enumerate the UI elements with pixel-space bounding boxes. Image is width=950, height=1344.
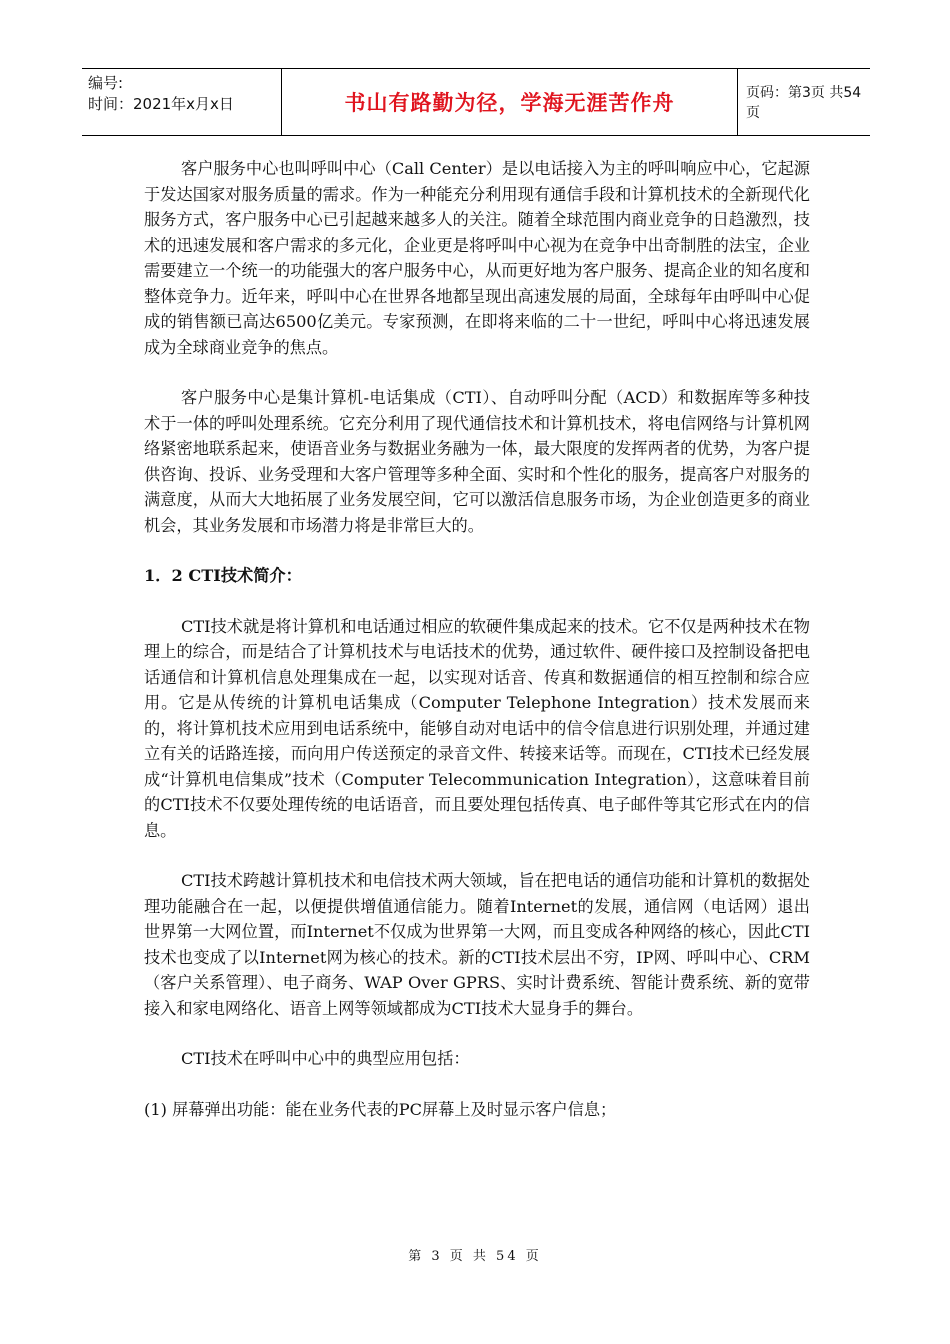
list-item: (1) 屏幕弹出功能：能在业务代表的PC屏幕上及时显示客户信息；: [144, 1099, 617, 1119]
document-time-label: 时间：2021年x月x日: [88, 95, 234, 113]
header-motto: 书山有路勤为径，学海无涯苦作舟: [344, 91, 675, 115]
section-paragraph: CTI技术在呼叫中心中的典型应用包括：: [181, 1049, 470, 1068]
header-page-info: 页码：第3页 共54页: [746, 85, 862, 121]
document-body: [144, 156, 810, 1122]
document-code-label: 编号:: [88, 74, 124, 92]
body-paragraph: 客户服务中心也叫呼叫中心（Call Center）是以电话接入为主的呼叫响应中心，它起源于发达国家对服务质量的需求。作为一种能充分利用现有通信手段和计算机技术的全新现代化服务方式，客户服务中心已引起越来越多人的关注。随着全球范围内商业竞争的日趋激烈，技术的迅速发展和客户需求的多元化，企业更是将呼叫中心视为在竞争中出奇制胜的法宝，企业需要建立一个统一的功能强大的客户服务中心，从而更好地为客户服务、提高企业的知名度和整体竞争力。近年来，呼叫中心在世界各地都呈现出高速发展的局面，全球每年由呼叫中心促成的销售额已高达6500亿美元。专家预测，在即将来临的二十一世纪，呼叫中心将迅速发展成为全球商业竞争的焦点。: [144, 159, 810, 357]
header-motto-cell: [282, 69, 738, 135]
section-paragraph: CTI技术跨越计算机技术和电信技术两大领域，旨在把电话的通信功能和计算机的数据处理功能融合在一起，以便提供增值通信能力。随着Internet的发展，通信网（电话网）退出世界第一大网位置，而Internet不仅成为世界第一大网，而且变成各种网络的核心，因此CTI技术也变成了以Internet网为核心的技术。新的CTI技术层出不穷，IP网、呼叫中心、CRM（客户关系管理）、电子商务、WAP Over GPRS、实时计费系统、智能计费系统、新的宽带接入和家电网络化、语音上网等领域都成为CTI技术大显身手的舞台。: [144, 871, 810, 1018]
section-paragraph: CTI技术就是将计算机和电话通过相应的软硬件集成起来的技术。它不仅是两种技术在物理上的综合，而是结合了计算机技术与电话技术的优势，通过软件、硬件接口及控制设备把电话通信和计算机信息处理集成在一起，以实现对话音、传真和数据通信的相互控制和综合应用。它是从传统的计算机电话集成（Computer Telephone Integration）技术发展而来的，将计算机技术应用到电话系统中，能够自动对电话中的信令信息进行识别处理，并通过建立有关的话路连接，而向用户传送预定的录音文件、转接来话等。而现在，CTI技术已经发展成“计算机电信集成”技术（Computer Telecommunication Integration），这意味着目前的CTI技术不仅要处理传统的电话语音，而且要处理包括传真、电子邮件等其它形式在内的信息。: [144, 616, 810, 840]
header-page-info-cell: [738, 69, 870, 135]
header-meta: [82, 69, 282, 135]
page-footer: 第 3 页 共 54 页: [408, 1249, 542, 1264]
page-header: [82, 68, 870, 136]
section-heading: 1．2 CTI技术简介：: [144, 566, 302, 585]
body-paragraph: 客户服务中心是集计算机-电话集成（CTI）、自动呼叫分配（ACD）和数据库等多种技术于一体的呼叫处理系统。它充分利用了现代通信技术和计算机技术，将电信网络与计算机网络紧密地联系起来，使语音业务与数据业务融为一体，最大限度的发挥两者的优势，为客户提供咨询、投诉、业务受理和大客户管理等多种全面、实时和个性化的服务，提高客户对服务的满意度，从而大大地拓展了业务发展空间，它可以激活信息服务市场，为企业创造更多的商业机会，其业务发展和市场潜力将是非常巨大的。: [144, 388, 810, 535]
